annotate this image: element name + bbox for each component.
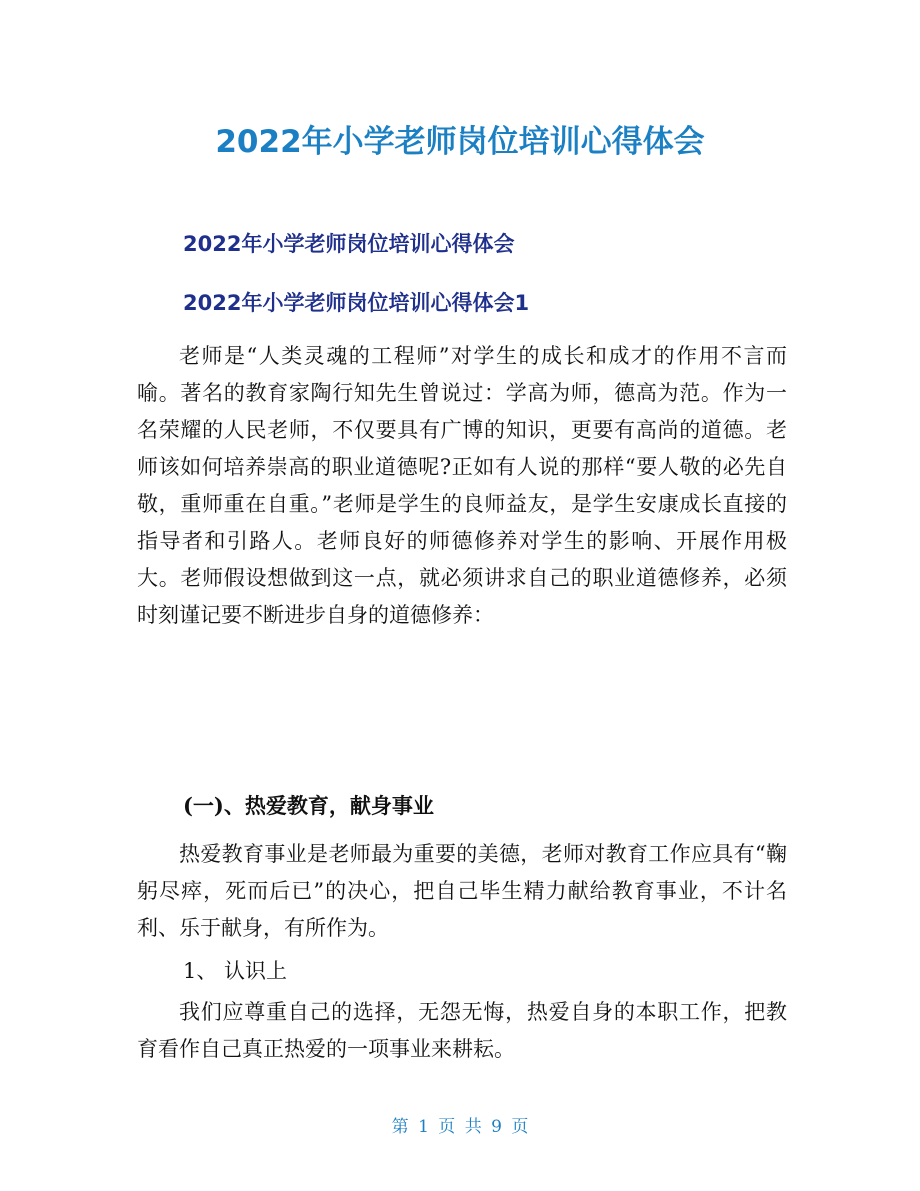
paragraph-intro: 老师是“人类灵魂的工程师”对学生的成长和成才的作用不言而喻。著名的教育家陶行知先生曾说过：学高为师，德高为范。作为一名荣耀的人民老师，不仅要具有广博的知识，更要有高尚的道德。老师该如何培养崇高的职业道德呢?正如有人说的那样“要人敬的必先自敬，重师重在自重。”老师是学生的良师益友，是学生安康成长直接的指导者和引路人。老师良好的师德修养对学生的影响、开展作用极大。老师假设想做到这一点，就必须讲求自己的职业道德修养，必须时刻谨记要不断进步自身的道德修养： (137, 344, 787, 627)
document-title: 2022年小学老师岗位培训心得体会 (215, 124, 705, 160)
paragraph-understanding: 我们应尊重自己的选择，无怨无悔，热爱自身的本职工作，把教育看作自己真正热爱的一项事业来耕耘。 (137, 1000, 787, 1061)
article-subheading: 2022年小学老师岗位培训心得体会1 (183, 291, 530, 315)
page-number-footer: 第 1 页 共 9 页 (391, 1117, 529, 1137)
section-heading-1: (一)、热爱教育，献身事业 (183, 793, 434, 818)
article-heading: 2022年小学老师岗位培训心得体会 (183, 232, 515, 256)
section-heading-2: 1、 认识上 (183, 959, 288, 983)
paragraph-love-education: 热爱教育事业是老师最为重要的美德，老师对教育工作应具有“鞠躬尽瘁，死而后已”的决心，把自己毕生精力献给教育事业，不计名利、乐于献身，有所作为。 (137, 842, 787, 940)
